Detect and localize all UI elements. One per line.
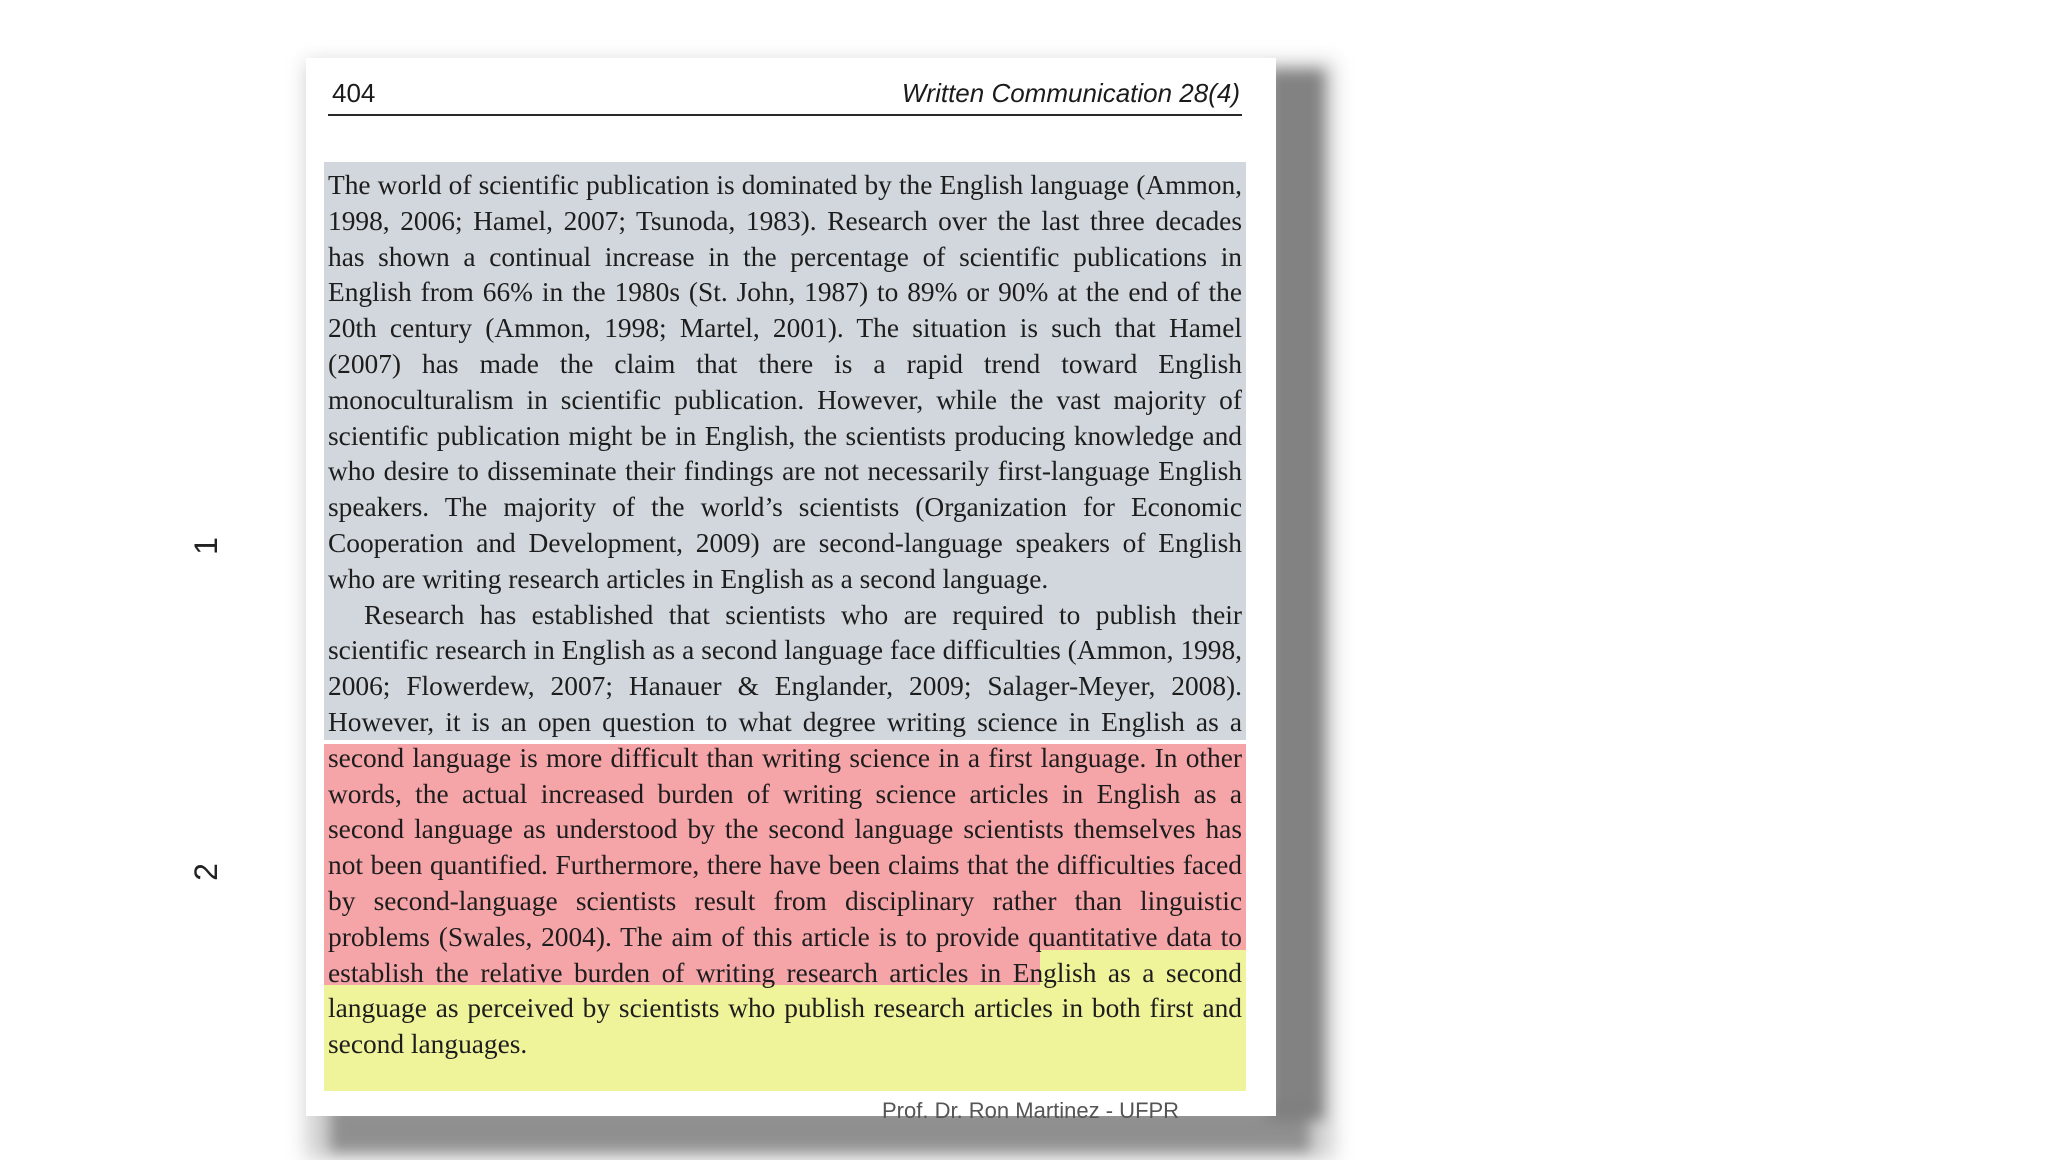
paragraph-2: Research has established that scientists who are required to publish their scientific research in English as a second language face difficulties (Ammon, 1998, 2006; Flowerdew, 2007; Hanauer & Englander, 2009; Salager-Meyer, 2008). However, it is an open question to what degree writing science in English as a second language is more difficult than writing science in a first language. In other words, the actual increased burden of writing science articles in English as a second language as understood by the second language scientists themselves has not been quantified. Furthermore, there have been claims that the difficulties faced by second-language scientists result from disciplinary rather than linguistic problems (Swales, 2004). The aim of this article is to provide quantitative data to establish the relative burden of writing research articles in English as a second language as perceived by scientists who publish research articles in both first and second languages. [328, 599, 1242, 1060]
section-marker-2: 2 [188, 863, 224, 881]
journal-title: Written Communication 28(4) [901, 78, 1240, 108]
article-page-scan [306, 58, 1276, 1116]
section-marker-1: 1 [188, 537, 224, 555]
page-header [328, 78, 1242, 116]
paragraph-1: The world of scientific publication is dominated by the English language (Ammon, 1998, 2006; Hamel, 2007; Tsunoda, 1983). Research over the last three decades has shown a continual increase in the percentage of scientific publications in English from 66% in the 1980s (St. John, 1987) to 89% or 90% at the end of the 20th century (Ammon, 1998; Martel, 2001). The situation is such that Hamel (2007) has made the claim that there is a rapid trend toward English monoculturalism in scientific publication. However, while the vast majority of scientific publication might be in English, the scientists producing knowledge and who desire to disseminate their findings are not necessarily first-language English speakers. The majority of the world’s scientists (Organization for Economic Cooperation and Development, 2009) are second-language speakers of English who are writing research articles in English as a second language. [328, 170, 1242, 594]
page-shadow-right [1268, 70, 1324, 1120]
page-number: 404 [332, 78, 376, 108]
article-body [328, 168, 1242, 1063]
slide-footer: Prof. Dr. Ron Martinez - UFPR [882, 1098, 1180, 1123]
